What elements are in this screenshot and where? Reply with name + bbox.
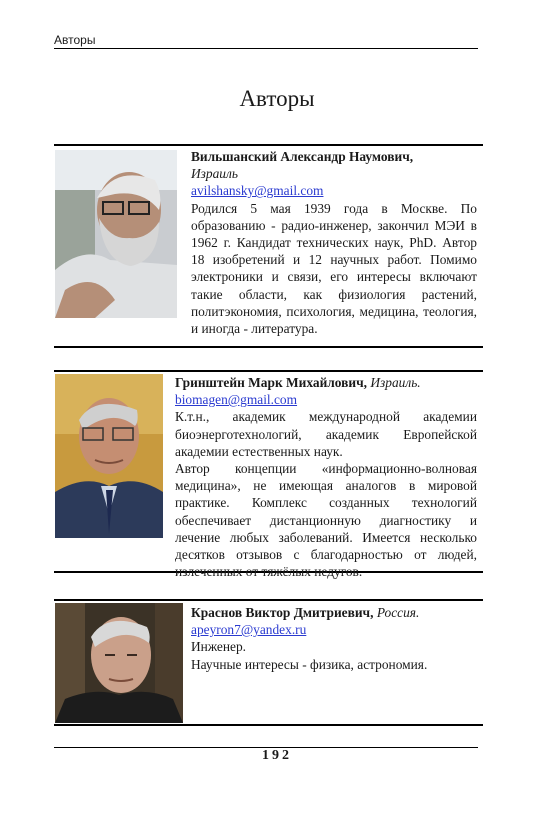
author-bio: К.т.н., академик международной академии биоэнерготехнологий, академик Европейской академии естественных наук. [175, 409, 477, 459]
author-photo [55, 374, 163, 538]
author-country: Израиль. [370, 375, 421, 390]
author-email-link[interactable]: apeyron7@yandex.ru [191, 622, 307, 638]
author-bio-continued: Автор концепции «информационно-волновая медицина», не имеющая аналогов в мировой практике. Комплекс созданных технологий обеспечивает дистанционную диагностику и лечение любых заболеваний. Имеется несколько десятков отзывов с благодарностью от людей, излеченных от тяжёлых недугов. [175, 461, 477, 580]
author-entry [54, 599, 483, 726]
author-entry [54, 370, 483, 580]
author-country: Россия. [376, 605, 420, 620]
author-entry [54, 144, 483, 348]
author-email-link[interactable]: avilshansky@gmail.com [191, 183, 324, 199]
author-bio: Родился 5 мая 1939 года в Москве. По образованию - радио-инженер, закончил МЭИ в 1962 г. Кандидат технических наук, PhD. Автор 18 изобретений и 12 научных работ. Помимо электроники и связи, его интересы включают такие области, как физиология растений, политэкономия, психология, медицина, теология, и иногда - литература. [191, 200, 477, 337]
author-photo [55, 603, 183, 723]
author-info [175, 374, 477, 580]
author-name: Краснов Виктор Дмитриевич, [191, 605, 374, 620]
author-info [191, 604, 477, 673]
author-country: Израиль [191, 166, 238, 182]
page-title: Авторы [239, 86, 315, 111]
page-number: 192 [262, 748, 292, 763]
author-name: Вильшанский Александр Наумович, [191, 149, 414, 164]
author-email-link[interactable]: biomagen@gmail.com [175, 392, 298, 408]
author-bio-continued: Научные интересы - физика, астрономия. [191, 656, 428, 672]
author-bio: Инженер. [191, 639, 247, 655]
author-name: Гринштейн Марк Михайлович, [175, 375, 368, 390]
author-info [191, 148, 477, 337]
running-header: Авторы [54, 33, 478, 49]
author-photo [55, 150, 177, 318]
